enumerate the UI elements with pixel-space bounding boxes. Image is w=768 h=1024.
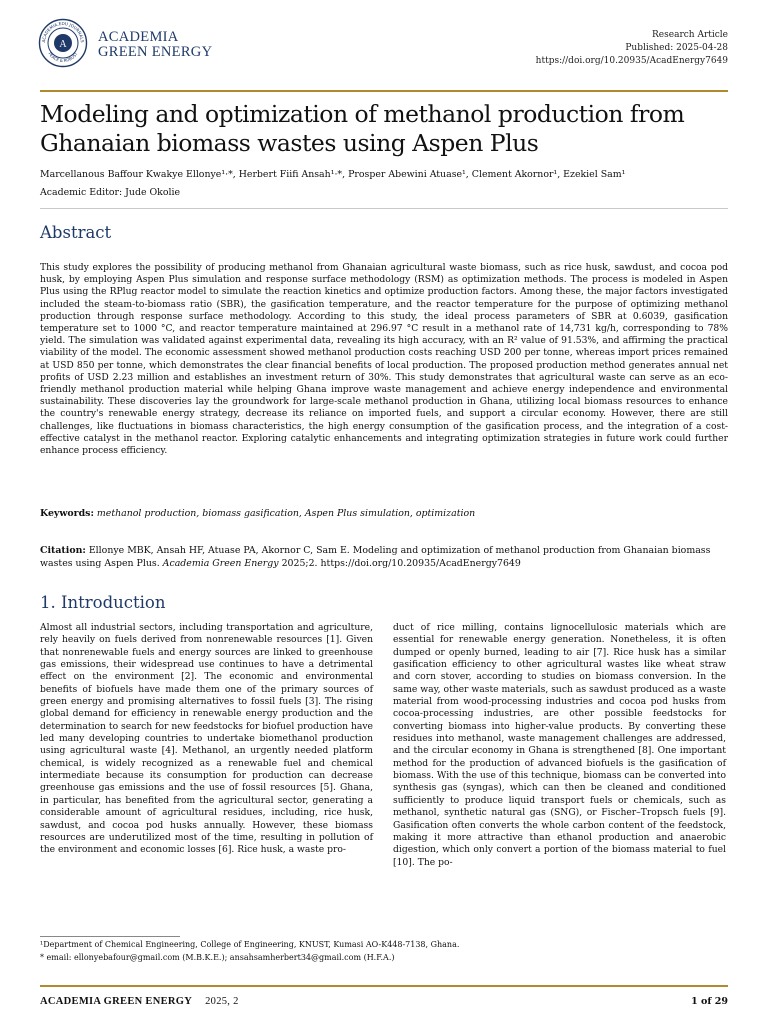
footer-journal-name: ACADEMIA GREEN ENERGY bbox=[40, 996, 193, 1007]
author-list: Marcellanous Baffour Kwakye Ellonye¹·*, Herbert Fiifi Ansah¹·*, Prosper Abewini Atuase¹, Clement Akornor¹, Ezekiel Sam¹ bbox=[40, 169, 626, 180]
article-meta bbox=[536, 29, 728, 68]
footnote-email: * email: ellonyebafour@gmail.com (M.B.K.E.); ansahsamherbert34@gmail.com (H.F.A.) bbox=[40, 953, 395, 962]
footer-journal bbox=[40, 996, 239, 1007]
published-date: Published: 2025-04-28 bbox=[625, 43, 728, 53]
keywords bbox=[40, 508, 728, 519]
introduction-heading: 1. Introduction bbox=[40, 593, 166, 612]
article-type: Research Article bbox=[652, 30, 728, 40]
citation-label: Citation: bbox=[40, 545, 86, 556]
article-title: Modeling and optimization of methanol production from Ghanaian biomass wastes using Aspen Plus bbox=[40, 100, 685, 157]
introduction-column-left: Almost all industrial sectors, including transportation and agriculture, rely heavily on fuels derived from nonrenewable resources [1]. Given that nonrenewable fuels and energy sources are linked to greenhouse gas emissions, their widespread use continues to have a detrimental effect on the environment [2]. The economic and environmental benefits of biofuels have made them one of the primary sources of green energy and promising alternatives to fossil fuels [3]. The rising global demand for efficiency in renewable energy production and the determination to search for new feedstocks for biofuel production have led many developing countries to undertake biomethanol production using agricultural waste [4]. Methanol, an urgently needed platform chemical, is widely recognized as a renewable fuel and chemical intermediate because its consumption for production can decrease greenhouse gas emissions and the use of fossil resources [5]. Ghana, in particular, has benefited from the agricultural sector, generating a considerable amount of agricultural residues, including, rice husk, sawdust, and cocoa pod husks annually. However, these biomass resources are underutilized most of the time, resulting in pollution of the environment and economic losses [6]. Rice husk, a waste pro- bbox=[40, 622, 373, 856]
seal-bottom-text: PEACE & ROBUST bbox=[47, 51, 79, 64]
introduction-column-right: duct of rice milling, contains lignocellulosic materials which are essential for renewable energy generation. Nonetheless, it is often dumped or openly burned, leading to air [7]. Rice husk has a similar gasification efficiency to other agricultural wastes like wheat straw and corn stover, according to studies on biomass conversion. In the same way, other waste materials, such as sawdust produced as a waste material from wood-processing industries and cocoa pod husks from cocoa-processing industries, are other possible feedstocks for converting biomass into higher-value products. By converting these residues into methanol, waste management challenges are addressed, and the circular economy in Ghana is strengthened [8]. One important method for the production of advanced biofuels is the gasification of biomass. With the use of this technique, biomass can be converted into synthesis gas (syngas), which can then be cleaned and conditioned sufficiently to produce liquid transport fuels or chemicals, such as methanol, synthetic natural gas (SNG), or Fischer–Tropsch fuels [9]. Gasification often converts the whole carbon content of the feedstock, making it more attractive than ethanol production and anaerobic digestion, which only convert a portion of the biomass material to fuel [10]. The po- bbox=[393, 622, 726, 868]
page-number-text: 1 of 29 bbox=[691, 996, 728, 1007]
journal-name-line1: ACADEMIA bbox=[98, 29, 179, 45]
header-divider bbox=[40, 90, 728, 92]
footnote-divider bbox=[40, 936, 180, 937]
abstract-heading: Abstract bbox=[40, 223, 112, 242]
citation-text: Ellonye MBK, Ansah HF, Atuase PA, Akornor C, Sam E. Modeling and optimization of methanol production from Ghanaian biomass wastes using Aspen Plus. bbox=[40, 545, 711, 569]
academic-editor: Academic Editor: Jude Okolie bbox=[40, 187, 181, 198]
seal-ring-text: ACADEMIA.EDU JOURNALS bbox=[40, 20, 86, 43]
abstract-text: This study explores the possibility of producing methanol from Ghanaian agricultural waste biomass, such as rice husk, sawdust, and cocoa pod husk, by employing Aspen Plus simulation and response surface methodology (RSM) as optimization methods. The process is modeled in Aspen Plus using the RPlug reactor model to simulate the reaction kinetics and optimize production factors. Among these, the major factors investigated included the steam-to-biomass ratio (SBR), the gasification temperature, and the reactor temperature for the purpose of optimizing methanol production through response surface methodology. According to this study, the ideal process parameters of SBR at 0.6039, gasification temperature set to 1000 °C, and reactor temperature maintained at 296.97 °C result in a methanol rate of 14,731 kg/h, corresponding to 78% yield. The simulation was validated against experimental data, revealing its high accuracy, with an R² value of 91.53%, and affirming the practical viability of the model. The economic assessment showed methanol production costs reaching USD 200 per tonne, whereas import prices remained at USD 850 per tonne, which demonstrates the clear financial benefits of local production. The proposed production method generates annual net profits of USD 2.23 million and establishes an investment return of 30%. This study demonstrates that agricultural waste can serve as an eco-friendly methanol production material while helping Ghana improve waste management and achieve energy independence and environmental sustainability. These discoveries lay the groundwork for large-scale methanol production in Ghana, utilizing local biomass resources to enhance the country's renewable energy strategy, decrease its reliance on imported fuels, and support a circular economy. However, there are still challenges, like fluctuations in biomass characteristics, the high energy consumption of the gasification process, and the integration of a cost-effective catalyst in the methanol reactor. Exploring catalytic enhancements and integrating optimization strategies in future work could further enhance process efficiency. bbox=[40, 262, 728, 457]
seal-center-letter: A bbox=[59, 39, 67, 50]
keywords-label: Keywords: bbox=[40, 508, 94, 519]
footer-year: 2025, 2 bbox=[205, 996, 239, 1007]
citation-tail[interactable]: 2025;2. https://doi.org/10.20935/AcadEnergy7649 bbox=[281, 558, 521, 569]
citation-journal: Academia Green Energy bbox=[162, 558, 279, 569]
doi-link[interactable]: https://doi.org/10.20935/AcadEnergy7649 bbox=[535, 56, 728, 66]
journal-brand[interactable] bbox=[98, 30, 212, 60]
keywords-text: methanol production, biomass gasification, Aspen Plus simulation, optimization bbox=[96, 508, 476, 519]
page-number bbox=[691, 996, 728, 1007]
journal-name-line2: GREEN ENERGY bbox=[98, 44, 213, 60]
svg-text:PEACE & ROBUST bbox=[47, 51, 78, 63]
footnote-affiliation: ¹Department of Chemical Engineering, College of Engineering, KNUST, Kumasi AO-K448-7138, Ghana. bbox=[40, 940, 460, 949]
citation bbox=[40, 544, 728, 570]
journal-seal-icon bbox=[38, 18, 88, 68]
footer-divider bbox=[40, 985, 728, 987]
authors-divider bbox=[40, 208, 728, 209]
